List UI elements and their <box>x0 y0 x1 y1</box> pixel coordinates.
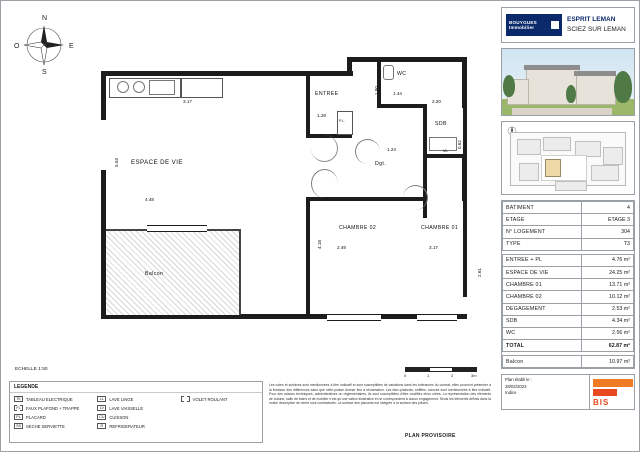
legend-label: CUISSON <box>109 414 129 420</box>
legend-item <box>97 396 174 402</box>
legend-item <box>181 396 258 402</box>
brand-header <box>501 7 635 43</box>
brand-logo-line1: BOUYGUES <box>509 19 537 25</box>
room-label-espace-de-vie: ESPACE DE VIE <box>131 159 183 166</box>
label-pl: PL. <box>339 119 346 123</box>
legend-column-right <box>181 396 258 432</box>
legend-panel <box>9 381 263 443</box>
dim-sdb-v: 0.62 <box>457 140 462 149</box>
legend-item <box>14 405 91 411</box>
building-photo <box>501 48 635 116</box>
label-ml: ML <box>443 149 449 153</box>
total-value: 62.87 m² <box>581 340 633 352</box>
table-row <box>503 356 634 368</box>
legend-symbol-r: R <box>97 423 106 429</box>
floor-plan-drawing <box>87 49 487 369</box>
plan-provisoire-label: PLAN PROVISOIRE <box>405 433 456 439</box>
bis-logo-text: BIS <box>593 398 610 408</box>
dim-espace-de-vie-v: 5.53 <box>114 158 119 167</box>
legend-label: LAVE LINGE <box>109 396 134 402</box>
legend-item <box>97 423 174 429</box>
legal-notice: Les cotes et surfaces sont mentionnées à titre indicatif et sont susceptibles de variations dans les tolérances du contrat, elles pourront présenter à la livraison des différences sans que celle-puisse donner lieu à réclamation. Les faux-plafonds, soffites, coinces sont mentionnées à titre indicatif. Pour des raisons techniques, administratives ou réglementaires, ils sont susceptibles d'être modifiés et/ou créés. La représentation des éléments de cuisine, salle de bains et de mobilier n'est qu'une valeur illustrative et ne correspondent à aucun engagement. Seuls les éléments définis dans la notice descriptive de vente sont contractuels. La surface des placards est intégrée à la surface des pièces. <box>269 383 491 406</box>
table-row <box>503 226 634 238</box>
legend-symbol-pl: PL <box>14 414 23 420</box>
legend-symbol-cu: CU <box>99 415 105 419</box>
row-label: SDB <box>503 315 582 327</box>
dim-espace-de-vie-h: 4.48 <box>145 197 154 202</box>
legend-symbol-ss: SS <box>14 423 23 429</box>
row-value: 4 <box>581 202 633 214</box>
table-row <box>503 315 634 327</box>
scale-tick-0: 0 <box>404 373 407 378</box>
compass-s: S <box>42 69 47 76</box>
row-label: N° LOGEMENT <box>503 226 582 238</box>
table-row-total <box>503 340 634 352</box>
compass-n: N <box>42 15 48 22</box>
scale-bar <box>405 367 477 379</box>
dim-entree: 1.28 <box>317 113 326 118</box>
row-label: TYPE <box>503 238 582 250</box>
legend-symbol-vr <box>181 396 190 402</box>
legend-symbol-lv: LV <box>97 405 106 411</box>
dim-wc: 1.44 <box>393 91 402 96</box>
unit-info-table <box>501 200 635 369</box>
legend-label: PLACARD <box>26 414 46 420</box>
dim-misc: 1.24 <box>387 147 396 152</box>
row-label: WC <box>503 327 582 339</box>
dim-chambre02-h: 2.49 <box>337 245 346 250</box>
bouygues-logo <box>506 14 562 36</box>
balcony-area <box>106 229 241 315</box>
dim-sdb: 2.20 <box>432 99 441 104</box>
dim-kitchen: 3.17 <box>183 99 192 104</box>
legend-label: LAVE VAISSELLE <box>109 405 144 411</box>
dim-chambre01-h: 3.17 <box>429 245 438 250</box>
key-plan <box>501 121 635 195</box>
table-row <box>503 214 634 226</box>
compass-o: O <box>14 43 20 50</box>
row-label: ETAGE <box>503 214 582 226</box>
program-name: ESPRIT LEMAN <box>567 16 616 24</box>
table-row <box>503 238 634 250</box>
table-row <box>503 327 634 339</box>
bis-logo <box>589 374 635 410</box>
legend-column-mid <box>97 396 174 432</box>
row-label: ESPACE DE VIE <box>503 266 582 278</box>
compass-e: E <box>69 43 74 50</box>
row-value: 10.97 m² <box>581 356 633 368</box>
row-label: CHAMBRE 02 <box>503 291 582 303</box>
scale-tick-1: 1 <box>427 373 430 378</box>
total-label: TOTAL <box>503 340 582 352</box>
row-value: 4.76 m² <box>581 254 633 266</box>
room-label-wc: WC <box>397 71 407 77</box>
row-label: Balcon <box>503 356 582 368</box>
compass-rose <box>11 11 77 77</box>
scale-tick-2: 2 <box>451 373 454 378</box>
row-label: BATIMENT <box>503 202 582 214</box>
row-value: 304 <box>581 226 633 238</box>
legend-symbol-te: TE <box>14 396 23 402</box>
room-label-sdb: SDB <box>435 121 447 127</box>
legend-symbol-fl: FL <box>14 405 23 411</box>
plan-stamp <box>501 374 635 410</box>
table-row <box>503 254 634 266</box>
scale-tick-3: 3m <box>471 373 477 378</box>
stamp-date-value: 28/02/2023 <box>505 383 527 389</box>
row-label: DEGAGEMENT <box>503 303 582 315</box>
legend-label: FAUX PLAFOND + TRAPPE <box>26 405 80 411</box>
legend-item <box>14 396 91 402</box>
keyplan-highlighted-unit <box>545 159 561 177</box>
legend-label: VOLET ROULANT <box>192 396 228 402</box>
room-label-degagement: Dgt. <box>375 161 387 167</box>
row-label: ENTREE + PL <box>503 254 582 266</box>
table-row <box>503 291 634 303</box>
program-location: SCIEZ SUR LEMAN <box>567 26 626 33</box>
legend-label: TABLEAU ELECTRIQUE <box>26 396 73 402</box>
legend-title: LEGENDE <box>10 382 262 393</box>
dim-chambre02-v: 4.18 <box>317 240 322 249</box>
table-row <box>503 202 634 214</box>
legend-symbol-ll: LL <box>97 396 106 402</box>
stamp-date-label: Plan établi le : <box>505 377 532 383</box>
brand-logo-line2: Immobilier <box>509 25 535 30</box>
legend-item <box>97 414 174 420</box>
legend-item <box>14 414 91 420</box>
row-value: ETAGE 3 <box>581 214 633 226</box>
logo-square-icon <box>551 21 559 29</box>
room-label-chambre-02: CHAMBRE 02 <box>339 225 377 231</box>
room-label-entree: ENTREE <box>315 91 339 97</box>
row-value: 2.53 m² <box>581 303 633 315</box>
row-label: CHAMBRE 01 <box>503 279 582 291</box>
room-label-chambre-01: CHAMBRE 01 <box>421 225 459 231</box>
row-value: 13.71 m² <box>581 279 633 291</box>
room-label-balcon: Balcon <box>145 271 164 277</box>
dim-chambre01-v: 2.61 <box>477 268 482 277</box>
table-row <box>503 279 634 291</box>
dim-wc-v: 1.80 <box>374 86 379 95</box>
program-title <box>567 15 626 35</box>
scale-label: ECHELLE 1:50 <box>15 367 48 372</box>
legend-item <box>14 423 91 429</box>
row-value: 10.12 m² <box>581 291 633 303</box>
row-value: 24.25 m² <box>581 266 633 278</box>
row-value: 2.56 m² <box>581 327 633 339</box>
table-row <box>503 303 634 315</box>
row-value: 4.34 m² <box>581 315 633 327</box>
legend-column-left <box>14 396 91 432</box>
stamp-index-label: Indice <box>505 390 517 396</box>
row-value: T3 <box>581 238 633 250</box>
legend-label: REFRIGERATEUR <box>109 423 145 429</box>
legend-label: SECHE SERVIETTE <box>26 423 65 429</box>
table-row <box>503 266 634 278</box>
legend-item <box>97 405 174 411</box>
